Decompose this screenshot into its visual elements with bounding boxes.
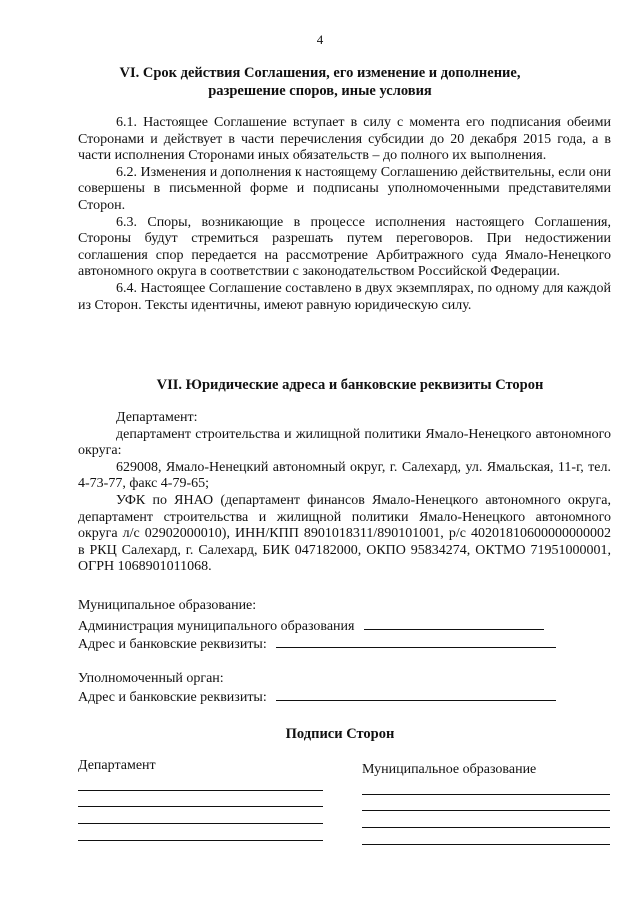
clause-6-4: 6.4. Настоящее Соглашение составлено в двух экземплярах, по одному для каждой из Сторон. Тексты идентичны, имеют равную юридическую силу. [78, 280, 611, 313]
section6-title-line2: разрешение споров, иные условия [208, 83, 432, 99]
authorized-address-row [78, 688, 556, 706]
signature-right-line-3 [362, 827, 610, 828]
signatures-title: Подписи Сторон [285, 726, 395, 742]
clause-6-1: 6.1. Настоящее Соглашение вступает в силу с момента его подписания обеими Сторонами и действует в части перечисления субсидии до 20 декабря 2015 года, а в части исполнения Сторонами иных обязательств – до полного их выполнения. [78, 115, 611, 164]
clause-6-3: 6.3. Споры, возникающие в процессе исполнения настоящего Соглашения, Стороны будут стремиться разрешать путем переговоров. При недостижении соглашения спор передается на рассмотрение Арбитражного суда Ямало-Ненецкого автономного округа в соответствии с законодательством Российской Федерации. [78, 214, 611, 280]
municipal-address-blank [276, 635, 556, 648]
authorized-address-label: Адрес и банковские реквизиты: [78, 690, 267, 705]
municipal-label: Муниципальное образование: [78, 598, 257, 613]
signature-left-line-3 [78, 823, 323, 824]
clause-6-2: 6.2. Изменения и дополнения к настоящему Соглашению действительны, если они совершены в письменной форме и подписаны уполномоченными представителями Сторон. [78, 164, 611, 213]
page-number: 4 [316, 32, 324, 47]
municipal-address-row [78, 635, 556, 653]
authorized-address-blank [276, 688, 556, 701]
municipal-admin-row [78, 617, 544, 635]
section7-title: VII. Юридические адреса и банковские реквизиты Сторон [156, 377, 544, 393]
signature-right-line-4 [362, 844, 610, 845]
municipal-address-label: Адрес и банковские реквизиты: [78, 637, 267, 652]
department-label: Департамент: [116, 410, 198, 425]
signature-right-line-2 [362, 810, 610, 811]
municipal-admin-blank [364, 617, 544, 630]
section6-title-line1: VI. Срок действия Соглашения, его изменение и дополнение, [119, 65, 521, 81]
signature-left-line-1 [78, 790, 323, 791]
municipal-admin-label: Администрация муниципального образования [78, 619, 355, 634]
department-requisites [78, 410, 611, 576]
signature-right-label: Муниципальное образование [362, 762, 537, 777]
signature-left-line-4 [78, 840, 323, 841]
signature-left-label: Департамент [78, 758, 156, 773]
department-bank-details: УФК по ЯНАО (департамент финансов Ямало-Ненецкого автономного округа, департамент строительства и жилищной политики Ямало-Ненецкого автономного округа л/с 02902000010), ИНН/КПП 8901018311/890101001, р/с 40201810600000000002 в РКЦ Салехард, г. Салехард, БИК 047182000, ОКПО 95834274, ОКТМО 71951000001, ОГРН 1068901011068. [78, 492, 611, 575]
department-address: 629008, Ямало-Ненецкий автономный округ, г. Салехард, ул. Ямальская, 11-г, тел. 4-73-77, факс 4-79-65; [78, 459, 611, 492]
section6-title [70, 64, 570, 100]
section6-body [78, 115, 611, 314]
department-name: департамент строительства и жилищной политики Ямало-Ненецкого автономного округа: [78, 426, 611, 459]
authorized-label: Уполномоченный орган: [78, 671, 224, 686]
signature-left-line-2 [78, 806, 323, 807]
signature-right-line-1 [362, 794, 610, 795]
